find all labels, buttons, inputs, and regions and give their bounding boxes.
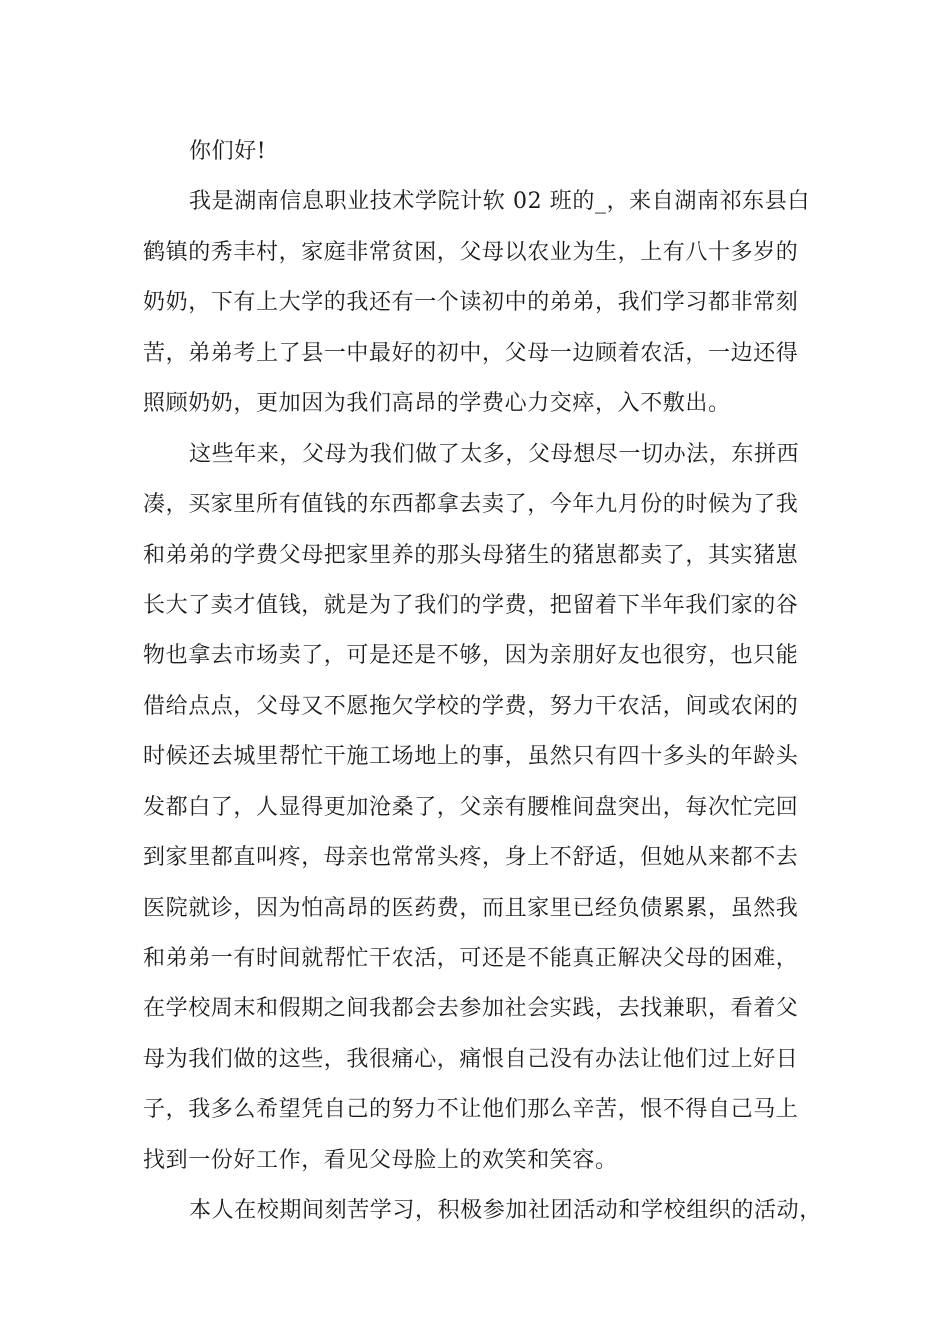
text-line: 物也拿去市场卖了，可是还是不够，因为亲朋好友也很穷，也只能	[143, 643, 799, 669]
text-line: 这些年来，父母为我们做了太多，父母想尽一切办法，东拼西	[189, 441, 800, 467]
greeting-line: 你们好!	[189, 139, 267, 164]
text-line: 鹤镇的秀丰村，家庭非常贫困，父母以农业为生，上有八十多岁的	[143, 239, 799, 265]
text-line: 和弟弟一有时间就帮忙干农活，可还是不能真正解决父母的困难，	[143, 946, 799, 971]
text-line: 本人在校期间刻苦学习，积极参加社团活动和学校组织的活动，	[189, 1198, 822, 1224]
letter-body	[143, 127, 843, 1237]
text-line: 长大了卖才值钱，就是为了我们的学费，把留着下半年我们家的谷	[143, 592, 799, 618]
text-line: 凑，买家里所有值钱的东西都拿去卖了，今年九月份的时候为了我	[143, 492, 799, 518]
text-line: 母为我们做的这些，我很痛心，痛恨自己没有办法让他们过上好日	[143, 1046, 799, 1072]
text-line: 借给点点，父母又不愿拖欠学校的学费，努力干农活，间或农闲的	[143, 693, 799, 719]
text-line: 奶奶，下有上大学的我还有一个读初中的弟弟，我们学习都非常刻	[143, 290, 799, 316]
text-line: 我是湖南信息职业技术学院计软 02 班的_，来自湖南祁东县白	[189, 189, 810, 215]
text-line: 找到一份好工作，看见父母脸上的欢笑和笑容。	[143, 1147, 618, 1173]
text-line: 子，我多么希望凭自己的努力不让他们那么辛苦，恨不得自己马上	[143, 1097, 799, 1123]
text-line: 到家里都直叫疼，母亲也常常头疼，身上不舒适，但她从来都不去	[143, 845, 799, 871]
text-line: 在学校周末和假期之间我都会去参加社会实践，去找兼职，看着父	[143, 996, 799, 1022]
text-line: 发都白了，人显得更加沧桑了，父亲有腰椎间盘突出，每次忙完回	[143, 794, 799, 820]
text-line: 照顾奶奶，更加因为我们高昂的学费心力交瘁，入不敷出。	[143, 391, 731, 417]
text-line: 医院就诊，因为怕高昂的医药费，而且家里已经负债累累，虽然我	[143, 895, 799, 921]
text-line: 苦，弟弟考上了县一中最好的初中，父母一边顾着农活，一边还得	[143, 340, 799, 366]
text-line: 和弟弟的学费父母把家里养的那头母猪生的猪崽都卖了，其实猪崽	[143, 542, 799, 568]
text-line: 时候还去城里帮忙干施工场地上的事，虽然只有四十多头的年龄头	[143, 744, 799, 770]
